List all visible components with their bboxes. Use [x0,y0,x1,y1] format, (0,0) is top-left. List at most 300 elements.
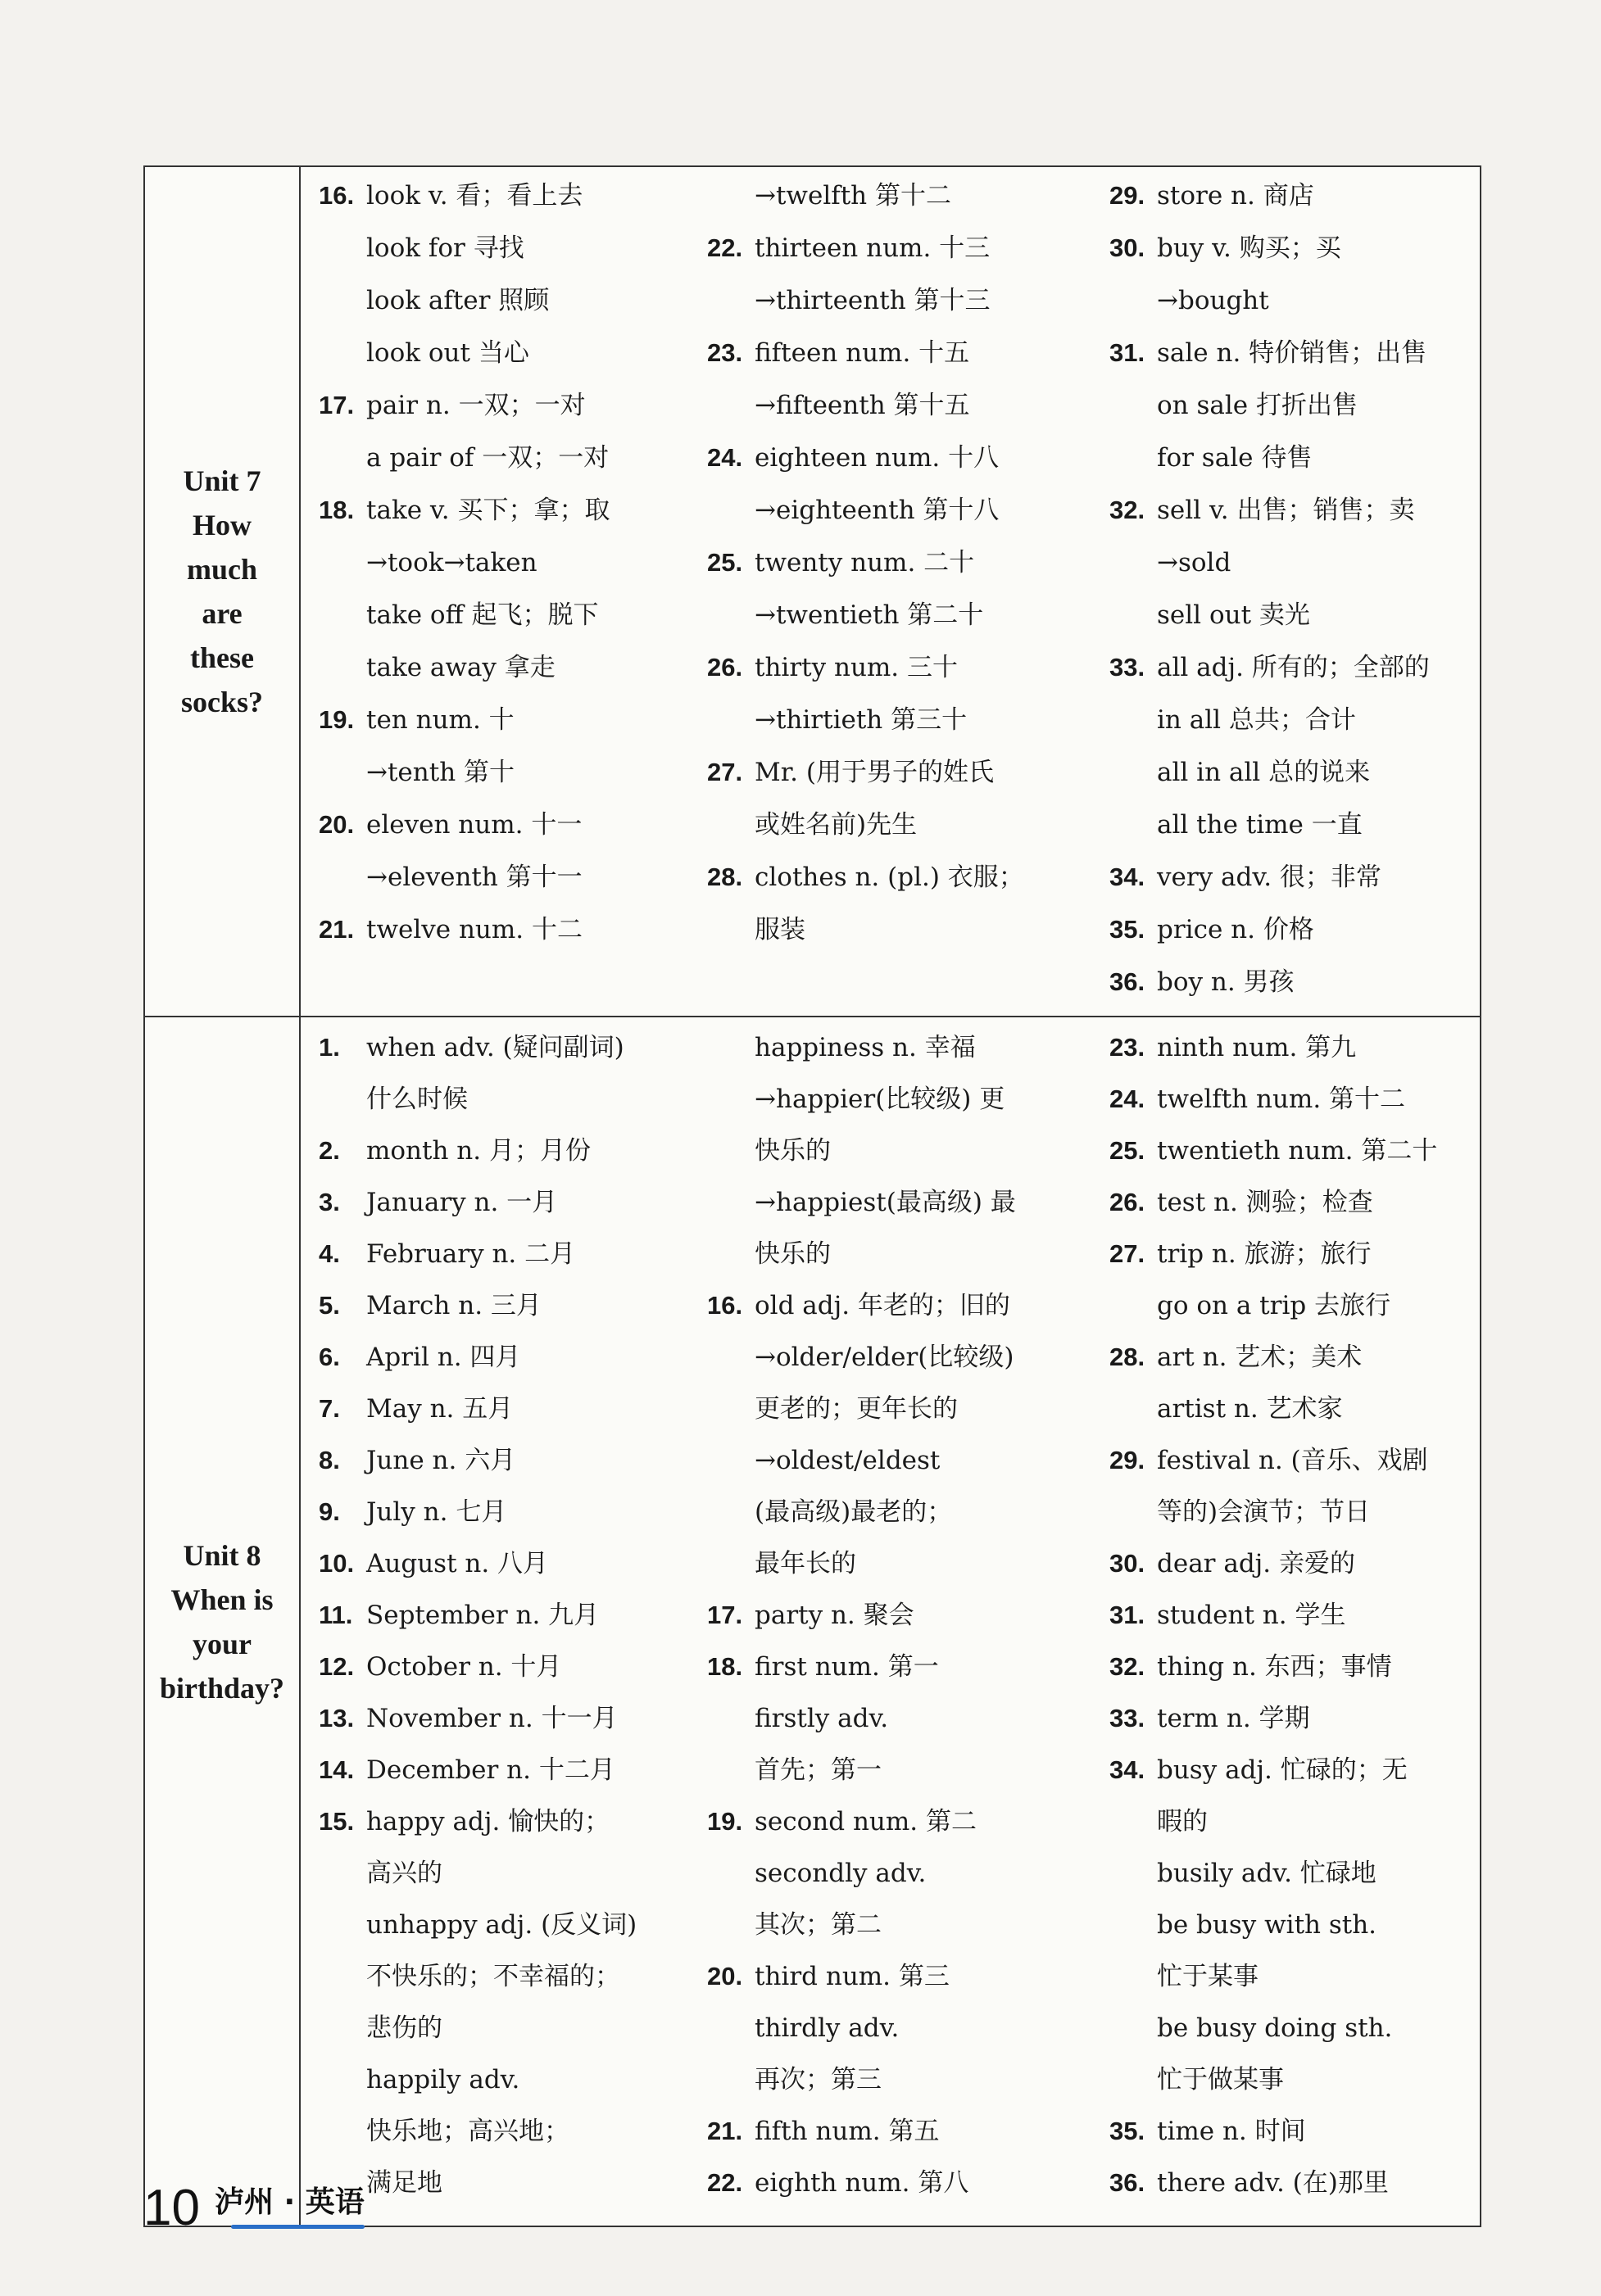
entry-text: 首先；第一 [755,1755,882,1785]
vocab-entry [319,2009,702,2061]
entry-number: 24. [1109,1085,1145,1113]
vocab-table [143,165,1481,2227]
entry-number: 26. [707,653,743,682]
entry-text: →happiest(最高级) 最 [755,1188,1016,1217]
entry-text: 忙于某事 [1157,1962,1259,1991]
entry-number: 28. [1109,1343,1145,1371]
vocab-entry [1109,2164,1480,2216]
vocab-entry [319,439,702,491]
vocab-entry [1109,1545,1480,1596]
vocab-entry [707,2061,1101,2113]
vocab-entry [1109,1803,1480,1854]
entry-number: 16. [707,1291,743,1320]
unit-title-line: much [186,553,257,586]
entry-text: twenty num. 二十 [755,548,975,577]
entry-text: 或姓名前)先生 [755,810,918,840]
vocab-entry [1109,229,1480,282]
entry-text: May n. 五月 [366,1394,514,1424]
entry-number: 18. [319,496,355,524]
vocab-entry [319,229,702,282]
entry-number: 23. [1109,1033,1145,1062]
entry-text: Mr. (用于男子的姓氏 [755,758,994,787]
vocab-entry [319,911,702,963]
entry-text: fifteen num. 十五 [755,338,970,368]
vocab-entry [1109,491,1480,544]
entry-text: go on a trip 去旅行 [1157,1291,1391,1320]
entry-text: September n. 九月 [366,1601,600,1630]
entry-text: clothes n. (pl.) 衣服； [755,863,1024,892]
entry-number: 27. [707,758,743,786]
vocab-entry [319,1080,702,1132]
entry-text: for sale 待售 [1157,443,1313,473]
entry-text: twelve num. 十二 [366,915,583,944]
entry-number: 22. [707,2168,743,2197]
unit-title-cell [144,1017,300,2226]
entry-text: December n. 十二月 [366,1755,615,1785]
vocab-entry [707,1080,1101,1132]
vocab-entry [319,2164,702,2216]
entry-text: there adv. (在)那里 [1157,2168,1389,2198]
entry-text: store n. 商店 [1157,181,1314,211]
entry-number: 10. [319,1549,355,1578]
entry-text: all adj. 所有的；全部的 [1157,653,1430,682]
vocab-entry [319,2061,702,2113]
entry-text: thing n. 东西；事情 [1157,1652,1392,1682]
entry-text: thirdly adv. [755,2013,900,2043]
vocab-entry [707,491,1101,544]
entry-number: 19. [707,1807,743,1836]
vocab-column [301,177,702,1016]
vocab-column [301,1029,702,2216]
vocab-entry [319,1132,702,1184]
vocab-entry [707,229,1101,282]
vocab-entry [1109,177,1480,229]
vocab-entry [1109,963,1480,1016]
entry-text: 快乐地；高兴地； [366,2117,569,2146]
entry-text: sale n. 特价销售；出售 [1157,338,1427,368]
unit-row [144,166,1481,1017]
entry-text: 服装 [755,915,805,944]
entry-text: firstly adv. [755,1704,889,1733]
entry-text: ten num. 十 [366,705,515,735]
vocab-entry [319,1648,702,1700]
entry-text: take off 起飞；脱下 [366,600,599,630]
entry-text: (最高级)最老的； [755,1497,953,1527]
entry-text: eighth num. 第八 [755,2168,969,2198]
vocab-column [1101,1029,1480,2216]
vocab-entry [319,1235,702,1287]
entry-text: →sold [1157,548,1231,577]
vocab-entry [319,1545,702,1596]
entry-number: 7. [319,1394,340,1423]
entry-number: 15. [319,1807,355,1836]
vocab-entry [707,544,1101,596]
entry-text: a pair of 一双；一对 [366,443,610,473]
vocab-columns [301,1017,1480,2216]
entry-number: 13. [319,1704,355,1732]
entry-number: 1. [319,1033,340,1062]
entry-text: third num. 第三 [755,1962,950,1991]
vocab-entry [319,596,702,649]
vocab-entry [319,334,702,387]
entry-text: fifth num. 第五 [755,2117,940,2146]
entry-text: →fifteenth 第十五 [755,391,970,420]
entry-text: look after 照顾 [366,286,550,315]
entry-text: eighteen num. 十八 [755,443,1000,473]
entry-text: happily adv. [366,2065,520,2094]
vocab-entry [1109,1854,1480,1906]
entry-text: eleven num. 十一 [366,810,583,840]
entry-text: festival n. (音乐、戏剧 [1157,1446,1428,1475]
vocab-entry [1109,334,1480,387]
entry-number: 36. [1109,967,1145,996]
vocab-entry [319,1803,702,1854]
entry-text: 忙于做某事 [1157,2065,1284,2094]
entry-text: 暇的 [1157,1807,1208,1836]
entry-text: 其次；第二 [755,1910,882,1940]
vocab-entry [707,1596,1101,1648]
vocab-entry [1109,1751,1480,1803]
entry-text: June n. 六月 [366,1446,516,1475]
vocab-entry [707,2009,1101,2061]
vocab-entry [319,701,702,754]
vocab-entry [319,1700,702,1751]
entry-text: 高兴的 [366,1859,442,1888]
entry-number: 32. [1109,496,1145,524]
entry-text: 什么时候 [366,1085,468,1114]
entry-number: 23. [707,338,743,367]
vocab-entry [707,1648,1101,1700]
entry-text: take away 拿走 [366,653,556,682]
vocab-entry [1109,1906,1480,1958]
vocab-entry [319,1184,702,1235]
unit-title-line: How [193,509,252,541]
entry-text: art n. 艺术；美术 [1157,1343,1363,1372]
entry-number: 11. [319,1601,353,1629]
vocab-entry [707,2164,1101,2216]
vocab-entry [1109,1184,1480,1235]
vocab-entry [1109,596,1480,649]
entry-text: trip n. 旅游；旅行 [1157,1239,1372,1269]
entry-text: 最年长的 [755,1549,856,1578]
vocab-entry [319,1493,702,1545]
page-footer [143,2179,365,2234]
entry-number: 20. [319,810,355,839]
entry-text: boy n. 男孩 [1157,967,1295,997]
vocab-entry [1109,2113,1480,2164]
entry-text: →older/elder(比较级) [755,1343,1014,1372]
entry-text: dear adj. 亲爱的 [1157,1549,1355,1578]
entry-text: look for 寻找 [366,233,524,263]
entry-text: 满足地 [366,2168,442,2198]
entry-number: 8. [319,1446,340,1474]
entry-number: 17. [319,391,355,419]
vocab-entry [707,334,1101,387]
vocab-entry [707,1958,1101,2009]
entry-text: 等的)会演节；节日 [1157,1497,1371,1527]
vocab-entry [707,2113,1101,2164]
vocab-entry [707,596,1101,649]
entry-text: old adj. 年老的；旧的 [755,1291,1010,1320]
vocab-entry [319,1958,702,2009]
entry-number: 30. [1109,233,1145,262]
vocab-entry [1109,1596,1480,1648]
vocab-entry [1109,2061,1480,2113]
entry-text: sell out 卖光 [1157,600,1310,630]
vocab-entry [1109,1029,1480,1080]
entry-text: when adv. (疑问副词) [366,1033,624,1062]
entry-text: thirty num. 三十 [755,653,959,682]
unit-title-cell [144,166,300,1017]
entry-text: look v. 看；看上去 [366,181,583,211]
vocab-entry [319,1442,702,1493]
entry-number: 36. [1109,2168,1145,2197]
vocab-entry [707,1390,1101,1442]
entry-number: 33. [1109,653,1145,682]
vocab-entry [319,1338,702,1390]
vocab-entry [707,1338,1101,1390]
vocab-entry [707,282,1101,334]
entry-number: 20. [707,1962,743,1990]
vocab-entry [1109,649,1480,701]
entry-text: 不快乐的；不幸福的； [366,1962,620,1991]
vocab-entry [319,177,702,229]
entry-number: 21. [319,915,355,944]
entry-text: very adv. 很；非常 [1157,863,1381,892]
entry-number: 26. [1109,1188,1145,1216]
entry-number: 31. [1109,1601,1145,1629]
entry-text: →happier(比较级) 更 [755,1085,1005,1114]
entry-text: party n. 聚会 [755,1601,914,1630]
entry-number: 9. [319,1497,340,1526]
entry-text: 快乐的 [755,1239,831,1269]
vocab-entry [1109,911,1480,963]
entry-text: first num. 第一 [755,1652,939,1682]
entry-text: month n. 月；月份 [366,1136,591,1166]
vocab-entry [319,1390,702,1442]
vocab-entry [707,911,1101,963]
entry-text: artist n. 艺术家 [1157,1394,1343,1424]
vocab-column [702,1029,1101,2216]
vocab-entry [1109,1235,1480,1287]
entry-text: second num. 第二 [755,1807,977,1836]
vocab-entry [707,1854,1101,1906]
entry-text: February n. 二月 [366,1239,576,1269]
entry-text: 悲伤的 [366,2013,442,2043]
vocab-entry [1109,282,1480,334]
entry-text: January n. 一月 [366,1188,558,1217]
vocab-entry [1109,439,1480,491]
entry-text: →eleventh 第十一 [366,863,583,892]
vocab-entry [1109,1132,1480,1184]
vocab-entry [319,2113,702,2164]
entry-number: 17. [707,1601,743,1629]
vocab-entry [707,1287,1101,1338]
entry-text: secondly adv. [755,1859,927,1888]
unit-title [145,1533,299,1710]
unit-title [145,459,299,724]
entry-text: ninth num. 第九 [1157,1033,1357,1062]
unit-title-line: these [190,641,254,674]
entry-text: 再次；第三 [755,2065,882,2094]
entry-text: October n. 十月 [366,1652,562,1682]
vocab-entry [707,1184,1101,1235]
entry-number: 4. [319,1239,340,1268]
vocab-entry [1109,1493,1480,1545]
vocab-entry [707,387,1101,439]
entry-text: →tenth 第十 [366,758,515,787]
entry-text: thirteen num. 十三 [755,233,991,263]
entry-text: all the time 一直 [1157,810,1363,840]
vocab-entry [707,1906,1101,1958]
entry-text: →twentieth 第二十 [755,600,984,630]
vocab-entry [707,1132,1101,1184]
entry-text: →took→taken [366,548,537,577]
entry-text: look out 当心 [366,338,529,368]
vocab-entry [319,1287,702,1338]
unit-title-line: When is [170,1583,274,1616]
entry-text: all in all 总的说来 [1157,758,1371,787]
entry-number: 28. [707,863,743,891]
entry-text: on sale 打折出售 [1157,391,1358,420]
entry-text: →eighteenth 第十八 [755,496,1000,525]
page-number: 10 [143,2180,200,2236]
unit-content-cell [300,166,1481,1017]
vocab-columns [301,167,1480,1016]
vocab-entry [707,1545,1101,1596]
entry-number: 5. [319,1291,340,1320]
vocab-entry [707,649,1101,701]
vocab-entry [319,387,702,439]
unit-title-line: Unit 8 [183,1538,261,1572]
entry-number: 25. [1109,1136,1145,1165]
unit-title-line: Unit 7 [183,464,261,497]
vocab-entry [319,754,702,806]
entry-number: 22. [707,233,743,262]
entry-text: unhappy adj. (反义词) [366,1910,637,1940]
entry-text: pair n. 一双；一对 [366,391,586,420]
entry-text: →bought [1157,286,1269,315]
entry-text: August n. 八月 [366,1549,549,1578]
vocab-entry [1109,1287,1480,1338]
unit-title-line: birthday? [159,1671,285,1705]
vocab-entry [1109,1390,1480,1442]
vocab-entry [707,1803,1101,1854]
entry-text: November n. 十一月 [366,1704,618,1733]
entry-text: term n. 学期 [1157,1704,1310,1733]
vocab-entry [319,1906,702,1958]
entry-number: 35. [1109,2117,1145,2145]
vocab-entry [707,177,1101,229]
vocab-entry [1109,1080,1480,1132]
entry-text: take v. 买下；拿；取 [366,496,610,525]
entry-text: sell v. 出售；销售；卖 [1157,496,1415,525]
entry-number: 6. [319,1343,340,1371]
entry-number: 29. [1109,1446,1145,1474]
entry-text: 快乐的 [755,1136,831,1166]
vocab-entry [707,1751,1101,1803]
vocab-entry [707,806,1101,858]
entry-text: 更老的；更年长的 [755,1394,958,1424]
entry-text: student n. 学生 [1157,1601,1346,1630]
entry-text: busily adv. 忙碌地 [1157,1859,1376,1888]
entry-number: 3. [319,1188,340,1216]
entry-text: April n. 四月 [366,1343,521,1372]
entry-number: 21. [707,2117,743,2145]
vocab-entry [319,1751,702,1803]
entry-text: twentieth num. 第二十 [1157,1136,1438,1166]
vocab-entry [1109,1338,1480,1390]
entry-number: 12. [319,1652,355,1681]
vocab-entry [707,1029,1101,1080]
entry-text: →thirtieth 第三十 [755,705,968,735]
entry-text: →thirteenth 第十三 [755,286,991,315]
vocab-entry [1109,1700,1480,1751]
entry-text: be busy with sth. [1157,1910,1377,1940]
vocab-entry [1109,1442,1480,1493]
vocab-entry [319,858,702,911]
vocab-entry [707,1235,1101,1287]
entry-number: 25. [707,548,743,577]
entry-number: 16. [319,181,355,210]
entry-number: 27. [1109,1239,1145,1268]
entry-number: 18. [707,1652,743,1681]
entry-number: 30. [1109,1549,1145,1578]
vocab-entry [1109,701,1480,754]
vocab-entry [1109,858,1480,911]
unit-title-line: your [193,1627,252,1660]
entry-text: July n. 七月 [366,1497,507,1527]
vocab-entry [707,1700,1101,1751]
vocab-entry [707,701,1101,754]
entry-text: time n. 时间 [1157,2117,1306,2146]
vocab-entry [1109,2009,1480,2061]
vocab-entry [319,1854,702,1906]
vocab-entry [1109,387,1480,439]
entry-text: twelfth num. 第十二 [1157,1085,1406,1114]
unit-row [144,1017,1481,2226]
vocab-entry [319,1596,702,1648]
entry-number: 31. [1109,338,1145,367]
entry-number: 14. [319,1755,355,1784]
vocab-entry [319,282,702,334]
entry-text: busy adj. 忙碌的；无 [1157,1755,1408,1785]
entry-number: 24. [707,443,743,472]
entry-number: 19. [319,705,355,734]
entry-number: 29. [1109,181,1145,210]
vocab-column [1101,177,1480,1016]
entry-number: 32. [1109,1652,1145,1681]
unit-title-line: are [202,597,243,630]
vocab-entry [1109,544,1480,596]
entry-text: March n. 三月 [366,1291,542,1320]
vocab-entry [319,544,702,596]
vocab-entry [319,491,702,544]
entry-text: happiness n. 幸福 [755,1033,976,1062]
vocab-entry [1109,1958,1480,2009]
unit-title-line: socks? [180,686,264,718]
vocab-entry [707,754,1101,806]
vocab-column [702,177,1101,1016]
entry-text: in all 总共；合计 [1157,705,1356,735]
vocab-entry [319,806,702,858]
unit-content-cell [300,1017,1481,2226]
entry-number: 34. [1109,863,1145,891]
vocab-entry [707,858,1101,911]
vocab-entry [319,1029,702,1080]
entry-number: 35. [1109,915,1145,944]
entry-number: 34. [1109,1755,1145,1784]
